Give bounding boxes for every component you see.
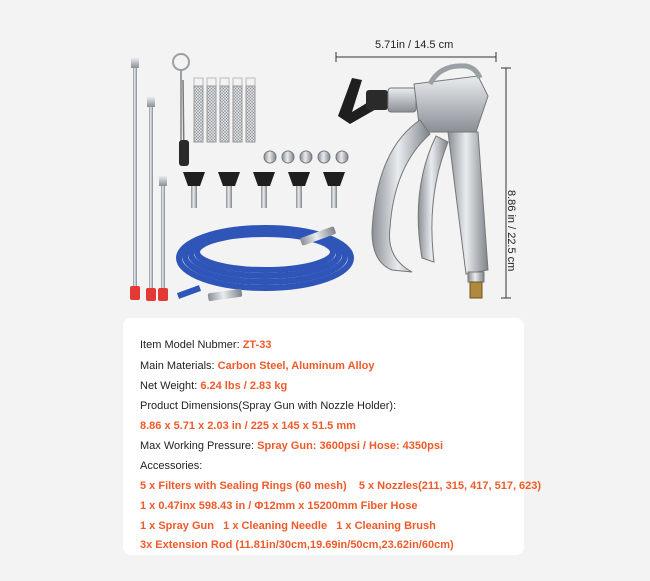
fiber-hose xyxy=(178,228,351,296)
filter xyxy=(194,78,203,142)
cleaning-needle xyxy=(173,54,189,150)
accessory-line-filters-nozzles: 5 x Filters with Sealing Rings (60 mesh) 5 x Nozzles(211, 315, 417, 517, 623) xyxy=(140,480,542,492)
dims-value: 8.86 x 5.71 x 2.03 in / 225 x 145 x 51.5 mm xyxy=(140,420,356,432)
weight-value: 6.24 lbs / 2.83 kg xyxy=(200,380,288,392)
nozzle xyxy=(323,172,345,208)
dims-label: Product Dimensions(Spray Gun with Nozzle Holder): xyxy=(140,400,397,412)
nozzle xyxy=(253,172,275,208)
weight-row xyxy=(140,379,287,393)
nozzle xyxy=(218,172,240,208)
accessory-line-extension-rods: 3x Extension Rod (11.81in/30cm,19.69in/50cm,23.62in/60cm) xyxy=(140,539,454,551)
extension-rod-60cm xyxy=(130,58,140,300)
materials-value: Carbon Steel, Aluminum Alloy xyxy=(217,360,375,372)
nozzle xyxy=(183,172,205,208)
accessory-line-gun-needle-brush: 1 x Spray Gun 1 x Cleaning Needle 1 x Cleaning Brush xyxy=(140,520,436,532)
spray-gun xyxy=(338,66,488,298)
filters xyxy=(194,78,255,142)
materials-row xyxy=(140,359,375,373)
pressure-row xyxy=(140,439,443,453)
height-dimension-label: 8.86 in / 22.5 cm xyxy=(505,190,517,272)
spec-card xyxy=(123,318,542,555)
model-label: Item Model Nubmer: xyxy=(140,339,243,351)
extension-rod-50cm xyxy=(146,97,156,301)
filter xyxy=(207,78,216,142)
accessories-label: Accessories: xyxy=(140,460,203,472)
extension-rod-30cm xyxy=(158,176,168,301)
materials-label: Main Materials: xyxy=(140,360,218,372)
nozzles xyxy=(183,172,345,208)
model-row xyxy=(140,338,271,352)
weight-label: Net Weight: xyxy=(140,380,201,392)
extension-rods xyxy=(130,58,168,301)
filter xyxy=(220,78,229,142)
filter xyxy=(233,78,242,142)
pressure-value: Spray Gun: 3600psi / Hose: 4350psi xyxy=(257,440,444,452)
model-value: ZT-33 xyxy=(242,339,272,351)
accessory-line-hose: 1 x 0.47inx 598.43 in / Φ12mm x 15200mm Fiber Hose xyxy=(140,500,418,512)
sealing-rings xyxy=(264,151,348,163)
filter xyxy=(246,78,255,142)
pressure-label: Max Working Pressure: xyxy=(140,440,258,452)
nozzle xyxy=(288,172,310,208)
width-dimension-line xyxy=(336,52,496,62)
width-dimension-label: 5.71in / 14.5 cm xyxy=(375,39,454,51)
